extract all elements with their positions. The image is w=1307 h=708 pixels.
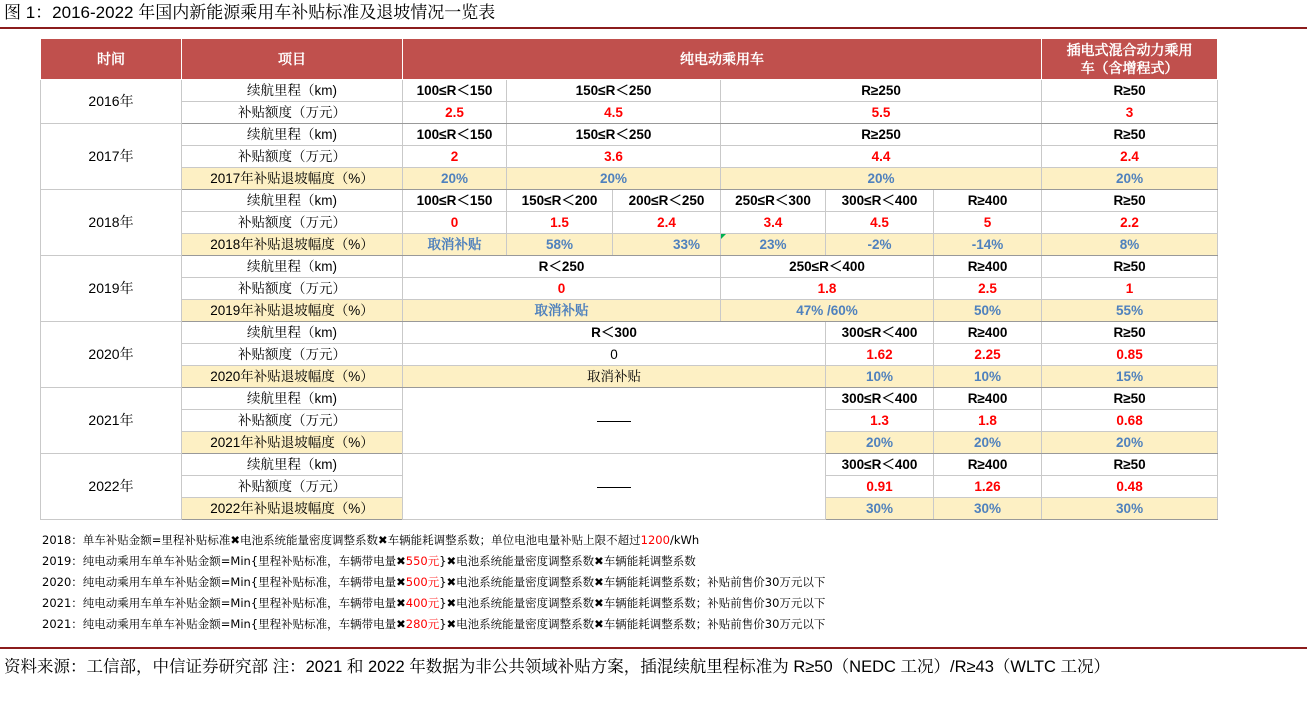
- range-cell: 100≤R＜150: [403, 80, 507, 102]
- decline-cell: 10%: [826, 366, 934, 388]
- range-cell: R＜250: [403, 256, 721, 278]
- note-line: 2021：纯电动乘用车单车补贴金额=Min{里程补贴标准，车辆带电量✖280元}✖电池系统能量密度调整系数✖车辆能耗调整系数；补贴前售价30万元以下: [42, 617, 826, 631]
- amount-cell: 1.8: [934, 410, 1042, 432]
- amount-cell: 2.25: [934, 344, 1042, 366]
- year-cell: 2020年: [41, 322, 182, 388]
- header-bev: 纯电动乘用车: [403, 39, 1042, 80]
- header-phev: 插电式混合动力乘用 车（含增程式）: [1042, 39, 1218, 80]
- amount-cell: 1.5: [507, 212, 613, 234]
- no-subsidy-dash-cell: [403, 388, 826, 454]
- table-row: [41, 256, 1218, 278]
- range-cell: R≥400: [934, 322, 1042, 344]
- decline-cell: 取消补贴: [403, 234, 507, 256]
- amount-cell: 1.26: [934, 476, 1042, 498]
- row-label: 续航里程（km): [182, 256, 403, 278]
- row-label: 2020年补贴退坡幅度（%）: [182, 366, 403, 388]
- row-label: 补贴额度（万元）: [182, 212, 403, 234]
- year-cell: 2017年: [41, 124, 182, 190]
- amount-cell: 0: [403, 344, 826, 366]
- amount-cell: 5: [934, 212, 1042, 234]
- range-cell: 150≤R＜250: [507, 80, 721, 102]
- decline-cell: 30%: [934, 498, 1042, 520]
- amount-cell: 1.8: [721, 278, 934, 300]
- table-row: [41, 80, 1218, 102]
- decline-cell: 50%: [934, 300, 1042, 322]
- range-cell: 300≤R＜400: [826, 388, 934, 410]
- year-cell: 2018年: [41, 190, 182, 256]
- amount-cell: 3.4: [721, 212, 826, 234]
- decline-cell: 20%: [403, 168, 507, 190]
- range-cell: 200≤R＜250: [613, 190, 721, 212]
- table-row: [41, 388, 1218, 410]
- row-label: 2021年补贴退坡幅度（%）: [182, 432, 403, 454]
- range-cell: R≥400: [934, 190, 1042, 212]
- formula-notes: [42, 530, 825, 635]
- table-row: [41, 146, 1218, 168]
- decline-cell: 55%: [1042, 300, 1218, 322]
- decline-cell: 30%: [1042, 498, 1218, 520]
- decline-cell: 8%: [1042, 234, 1218, 256]
- row-label: 补贴额度（万元）: [182, 102, 403, 124]
- range-cell: 150≤R＜250: [507, 124, 721, 146]
- range-cell: 300≤R＜400: [826, 454, 934, 476]
- row-label: 2022年补贴退坡幅度（%）: [182, 498, 403, 520]
- comment-marker: [721, 234, 726, 239]
- amount-cell: 2.4: [1042, 146, 1218, 168]
- row-label: 续航里程（km): [182, 454, 403, 476]
- source-note: 资料来源：工信部，中信证券研究部 注：2021 和 2022 年数据为非公共领域补贴方案，插混续航里程标准为 R≥50（NEDC 工况）/R≥43（WLTC 工况）: [4, 658, 1111, 676]
- amount-cell: 0.85: [1042, 344, 1218, 366]
- row-label: 2017年补贴退坡幅度（%）: [182, 168, 403, 190]
- row-label: 补贴额度（万元）: [182, 278, 403, 300]
- decline-cell: 20%: [934, 432, 1042, 454]
- amount-cell: 1: [1042, 278, 1218, 300]
- title-divider: [0, 27, 1307, 29]
- decline-cell: 取消补贴: [403, 366, 826, 388]
- range-cell: 250≤R＜400: [721, 256, 934, 278]
- amount-cell: 3: [1042, 102, 1218, 124]
- decline-cell: -14%: [934, 234, 1042, 256]
- range-cell: R≥250: [721, 80, 1042, 102]
- range-cell: R＜300: [403, 322, 826, 344]
- amount-cell: 2: [403, 146, 507, 168]
- table-row: [41, 344, 1218, 366]
- row-label: 补贴额度（万元）: [182, 476, 403, 498]
- amount-cell: 0.91: [826, 476, 934, 498]
- year-cell: 2021年: [41, 388, 182, 454]
- year-cell: 2019年: [41, 256, 182, 322]
- header-time: 时间: [41, 39, 182, 80]
- row-label: 补贴额度（万元）: [182, 146, 403, 168]
- decline-cell: 20%: [721, 168, 1042, 190]
- table-row: [41, 234, 1218, 256]
- row-label: 补贴额度（万元）: [182, 410, 403, 432]
- no-subsidy-dash-cell: [403, 454, 826, 520]
- range-cell: R≥400: [934, 454, 1042, 476]
- range-cell: R≥50: [1042, 124, 1218, 146]
- amount-cell: 0: [403, 212, 507, 234]
- amount-cell: 4.4: [721, 146, 1042, 168]
- subsidy-table: [40, 38, 1218, 520]
- decline-cell: 23%: [721, 234, 826, 256]
- range-cell: R≥50: [1042, 454, 1218, 476]
- header-item: 项目: [182, 39, 403, 80]
- row-label: 续航里程（km): [182, 190, 403, 212]
- range-cell: 100≤R＜150: [403, 124, 507, 146]
- range-cell: R≥50: [1042, 80, 1218, 102]
- figure-title: 图 1：2016-2022 年国内新能源乘用车补贴标准及退坡情况一览表: [4, 3, 496, 22]
- range-cell: R≥400: [934, 256, 1042, 278]
- range-cell: R≥400: [934, 388, 1042, 410]
- table-row: [41, 278, 1218, 300]
- decline-cell: 10%: [934, 366, 1042, 388]
- range-cell: R≥50: [1042, 322, 1218, 344]
- row-label: 续航里程（km): [182, 322, 403, 344]
- decline-cell: 取消补贴: [403, 300, 721, 322]
- year-cell: 2022年: [41, 454, 182, 520]
- range-cell: R≥50: [1042, 256, 1218, 278]
- table-row: [41, 454, 1218, 476]
- header-row: [41, 39, 1218, 80]
- decline-cell: 33%: [613, 234, 721, 256]
- row-label: 2018年补贴退坡幅度（%）: [182, 234, 403, 256]
- decline-cell: 20%: [507, 168, 721, 190]
- table-row: [41, 300, 1218, 322]
- dash-line: [597, 421, 631, 422]
- amount-cell: 2.2: [1042, 212, 1218, 234]
- range-cell: 150≤R＜200: [507, 190, 613, 212]
- amount-cell: 0.68: [1042, 410, 1218, 432]
- note-line: 2021：纯电动乘用车单车补贴金额=Min{里程补贴标准，车辆带电量✖400元}✖电池系统能量密度调整系数✖车辆能耗调整系数；补贴前售价30万元以下: [42, 596, 826, 610]
- amount-cell: 1.3: [826, 410, 934, 432]
- table-row: [41, 168, 1218, 190]
- range-cell: R≥250: [721, 124, 1042, 146]
- row-label: 续航里程（km): [182, 124, 403, 146]
- amount-cell: 3.6: [507, 146, 721, 168]
- amount-cell: 4.5: [507, 102, 721, 124]
- amount-cell: 0.48: [1042, 476, 1218, 498]
- range-cell: 300≤R＜400: [826, 322, 934, 344]
- amount-cell: 0: [403, 278, 721, 300]
- table-row: [41, 124, 1218, 146]
- table-row: [41, 102, 1218, 124]
- row-label: 续航里程（km): [182, 388, 403, 410]
- decline-cell: 20%: [826, 432, 934, 454]
- amount-cell: 2.5: [403, 102, 507, 124]
- range-cell: R≥50: [1042, 388, 1218, 410]
- amount-cell: 4.5: [826, 212, 934, 234]
- decline-cell: 58%: [507, 234, 613, 256]
- note-line: 2018：单车补贴金额=里程补贴标准✖电池系统能量密度调整系数✖车辆能耗调整系数；单位电池电量补贴上限不超过1200/kWh: [42, 533, 700, 547]
- decline-cell: 20%: [1042, 168, 1218, 190]
- dash-line: [597, 487, 631, 488]
- amount-cell: 5.5: [721, 102, 1042, 124]
- decline-cell: -2%: [826, 234, 934, 256]
- decline-cell: 15%: [1042, 366, 1218, 388]
- note-line: 2020：纯电动乘用车单车补贴金额=Min{里程补贴标准，车辆带电量✖500元}✖电池系统能量密度调整系数✖车辆能耗调整系数；补贴前售价30万元以下: [42, 575, 826, 589]
- amount-cell: 2.4: [613, 212, 721, 234]
- note-line: 2019：纯电动乘用车单车补贴金额=Min{里程补贴标准，车辆带电量✖550元}✖电池系统能量密度调整系数✖车辆能耗调整系数: [42, 554, 696, 568]
- source-divider: [0, 647, 1307, 649]
- row-label: 补贴额度（万元）: [182, 344, 403, 366]
- table-row: [41, 322, 1218, 344]
- year-cell: 2016年: [41, 80, 182, 124]
- range-cell: 300≤R＜400: [826, 190, 934, 212]
- row-label: 2019年补贴退坡幅度（%）: [182, 300, 403, 322]
- range-cell: R≥50: [1042, 190, 1218, 212]
- range-cell: 250≤R＜300: [721, 190, 826, 212]
- range-cell: 100≤R＜150: [403, 190, 507, 212]
- amount-cell: 1.62: [826, 344, 934, 366]
- table-row: [41, 212, 1218, 234]
- row-label: 续航里程（km): [182, 80, 403, 102]
- amount-cell: 2.5: [934, 278, 1042, 300]
- decline-cell: 30%: [826, 498, 934, 520]
- decline-cell: 20%: [1042, 432, 1218, 454]
- decline-cell: 47% /60%: [721, 300, 934, 322]
- table-row: [41, 366, 1218, 388]
- table-row: [41, 190, 1218, 212]
